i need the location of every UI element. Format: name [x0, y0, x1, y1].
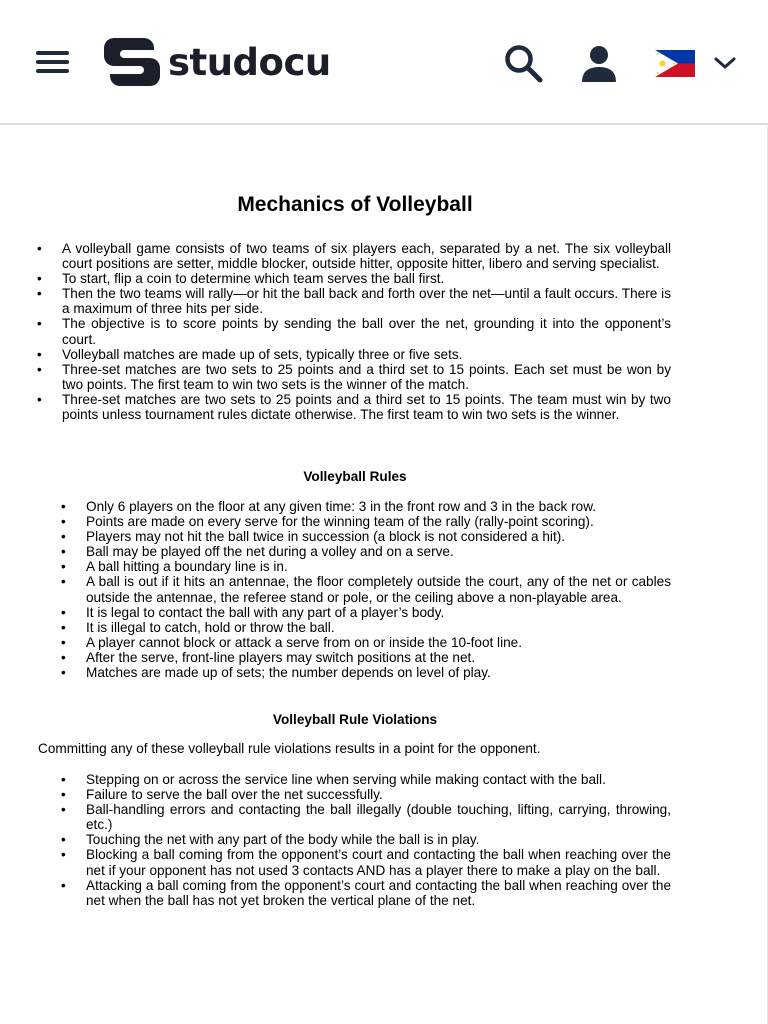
search-button[interactable]: [503, 43, 543, 83]
language-selector[interactable]: [655, 48, 739, 78]
list-item: • Volleyball matches are made up of sets, typically three or five sets.: [62, 347, 671, 362]
studocu-logo-mark-icon: [104, 36, 162, 88]
violations-intro-text: Committing any of these volleyball rule violations results in a point for the opponent.: [38, 741, 541, 756]
list-item: • Only 6 players on the floor at any given time: 3 in the front row and 3 in the back row.: [86, 499, 671, 514]
list-item: • Stepping on or across the service line when serving while making contact with the ball.: [86, 772, 671, 787]
rules-bullet-list: [86, 499, 671, 680]
top-navigation-bar: [0, 0, 768, 125]
list-item: • The objective is to score points by sending the ball over the net, grounding it into the opponent’s court.: [62, 316, 671, 346]
violations-bullet-list: [86, 772, 671, 908]
list-item: • It is illegal to catch, hold or throw the ball.: [86, 620, 671, 635]
studocu-logo[interactable]: [104, 36, 331, 88]
user-icon: [580, 44, 618, 84]
chevron-down-icon: [713, 55, 737, 71]
list-item: • Then the two teams will rally—or hit the ball back and forth over the net—until a fault occurs. There is a maximum of three hits per side.: [62, 286, 671, 316]
list-item: • Ball-handling errors and contacting the ball illegally (double touching, lifting, carrying, throwing, etc.): [86, 802, 671, 832]
search-icon: [503, 43, 543, 83]
list-item: • A ball hitting a boundary line is in.: [86, 559, 671, 574]
list-item: • Players may not hit the ball twice in succession (a block is not considered a hit).: [86, 529, 671, 544]
list-item: • Three-set matches are two sets to 25 points and a third set to 15 points. The team must win by two points unless tournament rules dictate otherwise. The first team to win two sets is the winner.: [62, 392, 671, 422]
brand-name: studocu: [168, 40, 331, 84]
list-item: • It is legal to contact the ball with any part of a player’s body.: [86, 605, 671, 620]
list-item: • A volleyball game consists of two teams of six players each, separated by a net. The six volleyball court positions are setter, middle blocker, outside hitter, opposite hitter, libero and serving specialist.: [62, 241, 671, 271]
list-item: • A player cannot block or attack a serve from on or inside the 10-foot line.: [86, 635, 671, 650]
violations-heading: Volleyball Rule Violations: [272, 712, 438, 727]
list-item: • Three-set matches are two sets to 25 points and a third set to 15 points. Each set must be won by two points. The first team to win two sets is the winner of the match.: [62, 362, 671, 392]
hamburger-menu-icon[interactable]: [36, 47, 70, 77]
philippines-flag-icon: [655, 50, 695, 77]
list-item: • To start, flip a coin to determine which team serves the ball first.: [62, 271, 671, 286]
list-item: • Ball may be played off the net during a volley and on a serve.: [86, 544, 671, 559]
list-item: • A ball is out if it hits an antennae, the floor completely outside the court, any of the net or cables outside the antennae, the referee stand or pole, or the ceiling above a non-playable area.: [86, 574, 671, 604]
rules-heading: Volleyball Rules: [303, 469, 407, 484]
document-title: Mechanics of Volleyball: [237, 193, 473, 216]
list-item: • Matches are made up of sets; the number depends on level of play.: [86, 665, 671, 680]
document-page: [0, 127, 768, 1024]
list-item: • Blocking a ball coming from the opponent’s court and contacting the ball when reaching over the net if your opponent has not used 3 contacts AND has a player there to make a play on the ball.: [86, 847, 671, 877]
list-item: • Failure to serve the ball over the net successfully.: [86, 787, 671, 802]
list-item: • Touching the net with any part of the body while the ball is in play.: [86, 832, 671, 847]
list-item: • Points are made on every serve for the winning team of the rally (rally-point scoring).: [86, 514, 671, 529]
list-item: • Attacking a ball coming from the opponent’s court and contacting the ball when reaching over the net when the ball has not yet broken the vertical plane of the net.: [86, 878, 671, 908]
intro-bullet-list: [62, 241, 671, 422]
account-button[interactable]: [580, 44, 618, 84]
list-item: • After the serve, front-line players may switch positions at the net.: [86, 650, 671, 665]
